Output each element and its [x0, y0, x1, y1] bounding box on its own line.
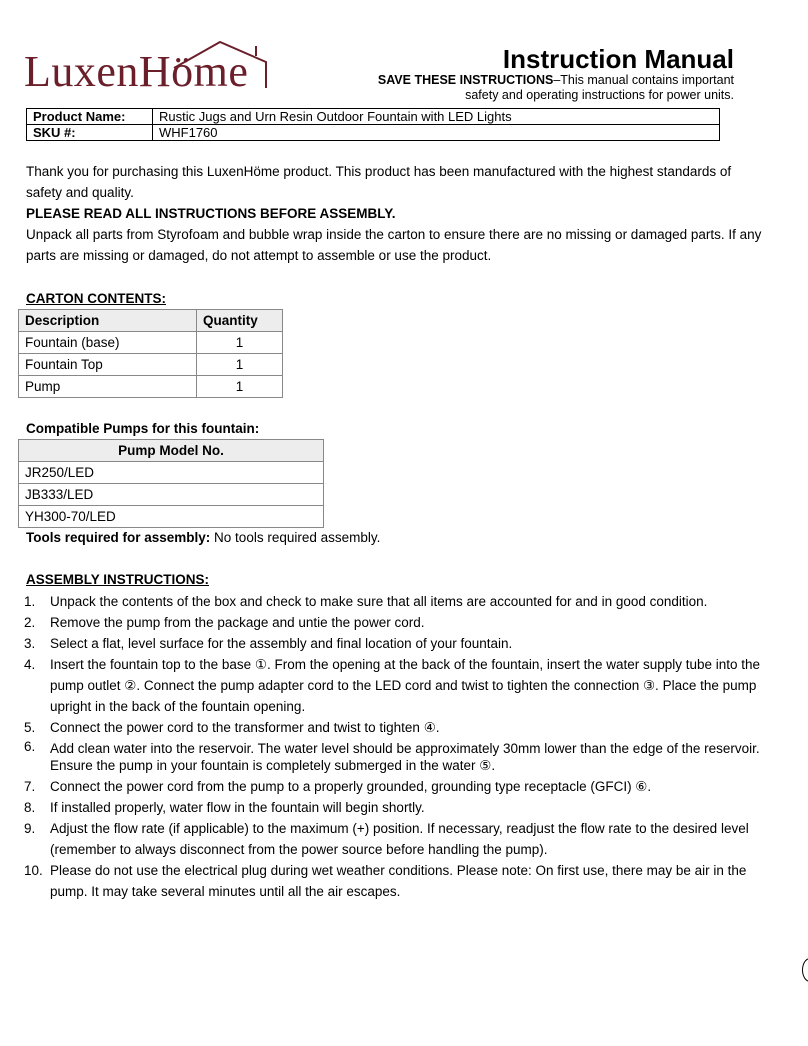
step-text: If installed properly, water flow in the fountain will begin shortly.	[50, 800, 425, 815]
list-item	[24, 612, 764, 633]
step-number: 5.	[24, 720, 36, 735]
pump-model: JB333/LED	[19, 484, 324, 506]
page-edge-mark	[802, 958, 808, 982]
list-item	[24, 776, 764, 797]
step-text: Unpack the contents of the box and check to make sure that all items are accounted for and in good condition.	[50, 594, 708, 609]
table-row	[19, 376, 283, 398]
assembly-heading: ASSEMBLY INSTRUCTIONS:	[26, 572, 210, 587]
carton-qty: 1	[197, 354, 283, 376]
step-number: 6.	[24, 739, 36, 754]
table-row	[19, 332, 283, 354]
step-number: 9.	[24, 821, 36, 836]
page-title: Instruction Manual	[502, 44, 734, 74]
save-rest: –This manual contains important	[553, 73, 734, 87]
intro-thanks: Thank you for purchasing this LuxenHöme product. This product has been manufactured with the highest standards of safety and quality.	[26, 164, 732, 200]
sku-label: SKU #:	[27, 125, 153, 141]
save-instructions-note	[314, 73, 734, 102]
table-row	[19, 354, 283, 376]
step-number: 7.	[24, 779, 36, 794]
intro-read-all: PLEASE READ ALL INSTRUCTIONS BEFORE ASSEMBLY.	[26, 206, 396, 221]
step-text: Select a flat, level surface for the assembly and final location of your fountain.	[50, 636, 513, 651]
carton-col-quantity: Quantity	[197, 310, 283, 332]
list-item	[24, 738, 764, 776]
carton-heading: CARTON CONTENTS:	[26, 291, 166, 306]
list-item	[24, 818, 764, 860]
step-text: Connect the power cord from the pump to a properly grounded, grounding type receptacle (GFCI) ⑥.	[50, 779, 652, 794]
list-item	[24, 717, 764, 738]
brand-logo	[24, 38, 274, 96]
list-item	[24, 654, 764, 717]
list-item	[24, 591, 764, 612]
step-number: 8.	[24, 800, 36, 815]
sku-row	[27, 125, 720, 141]
product-name-row	[27, 109, 720, 125]
list-item	[24, 633, 764, 654]
step-number: 10.	[24, 863, 43, 878]
table-row	[19, 484, 324, 506]
step-text: Add clean water into the reservoir. The water level should be approximately 30mm lower than the edge of the reservoir. Ensure the pump in your fountain is completely submerged in the water ⑤.	[50, 741, 760, 773]
step-text: Insert the fountain top to the base ①. From the opening at the back of the fountain, insert the water supply tube into the pump outlet ②. Connect the pump adapter cord to the LED cord and twist to tighten the connection ③. Place the pump upright in the back of the fountain opening.	[50, 657, 761, 714]
step-number: 1.	[24, 594, 36, 609]
pumps-col-model: Pump Model No.	[19, 440, 324, 462]
assembly-steps	[24, 591, 764, 902]
carton-table	[18, 309, 283, 398]
pump-model: JR250/LED	[19, 462, 324, 484]
step-text: Please do not use the electrical plug during wet weather conditions. Please note: On first use, there may be air in the pump. It may take several minutes until all the air escapes.	[50, 863, 747, 899]
brand-name: LuxenHöme	[24, 47, 249, 96]
pump-model: YH300-70/LED	[19, 506, 324, 528]
step-number: 2.	[24, 615, 36, 630]
product-info-table	[26, 108, 720, 141]
pumps-heading: Compatible Pumps for this fountain:	[26, 421, 260, 436]
carton-col-description: Description	[19, 310, 197, 332]
save-bold: SAVE THESE INSTRUCTIONS	[377, 73, 554, 87]
tools-value: No tools required assembly.	[210, 530, 381, 545]
table-row	[19, 462, 324, 484]
save-line2: safety and operating instructions for power units.	[465, 87, 734, 102]
table-row	[19, 506, 324, 528]
step-text: Adjust the flow rate (if applicable) to the maximum (+) position. If necessary, readjust the flow rate to the desired level (remember to always disconnect from the power source before handling the pump).	[50, 821, 749, 857]
carton-desc: Pump	[19, 376, 197, 398]
pumps-table	[18, 439, 324, 528]
step-number: 4.	[24, 657, 36, 672]
product-name-value: Rustic Jugs and Urn Resin Outdoor Fountain with LED Lights	[153, 109, 720, 125]
carton-qty: 1	[197, 376, 283, 398]
carton-desc: Fountain Top	[19, 354, 197, 376]
carton-desc: Fountain (base)	[19, 332, 197, 354]
list-item	[24, 860, 764, 902]
step-text: Connect the power cord to the transformer and twist to tighten ④.	[50, 720, 440, 735]
step-text: Remove the pump from the package and untie the power cord.	[50, 615, 425, 630]
list-item	[24, 797, 764, 818]
product-name-label: Product Name:	[27, 109, 153, 125]
carton-qty: 1	[197, 332, 283, 354]
sku-value: WHF1760	[153, 125, 720, 141]
step-number: 3.	[24, 636, 36, 651]
tools-label: Tools required for assembly:	[26, 530, 211, 545]
intro-unpack: Unpack all parts from Styrofoam and bubble wrap inside the carton to ensure there are no missing or damaged parts. If any parts are missing or damaged, do not attempt to assemble or use the product.	[26, 227, 762, 263]
tools-required	[26, 530, 380, 545]
